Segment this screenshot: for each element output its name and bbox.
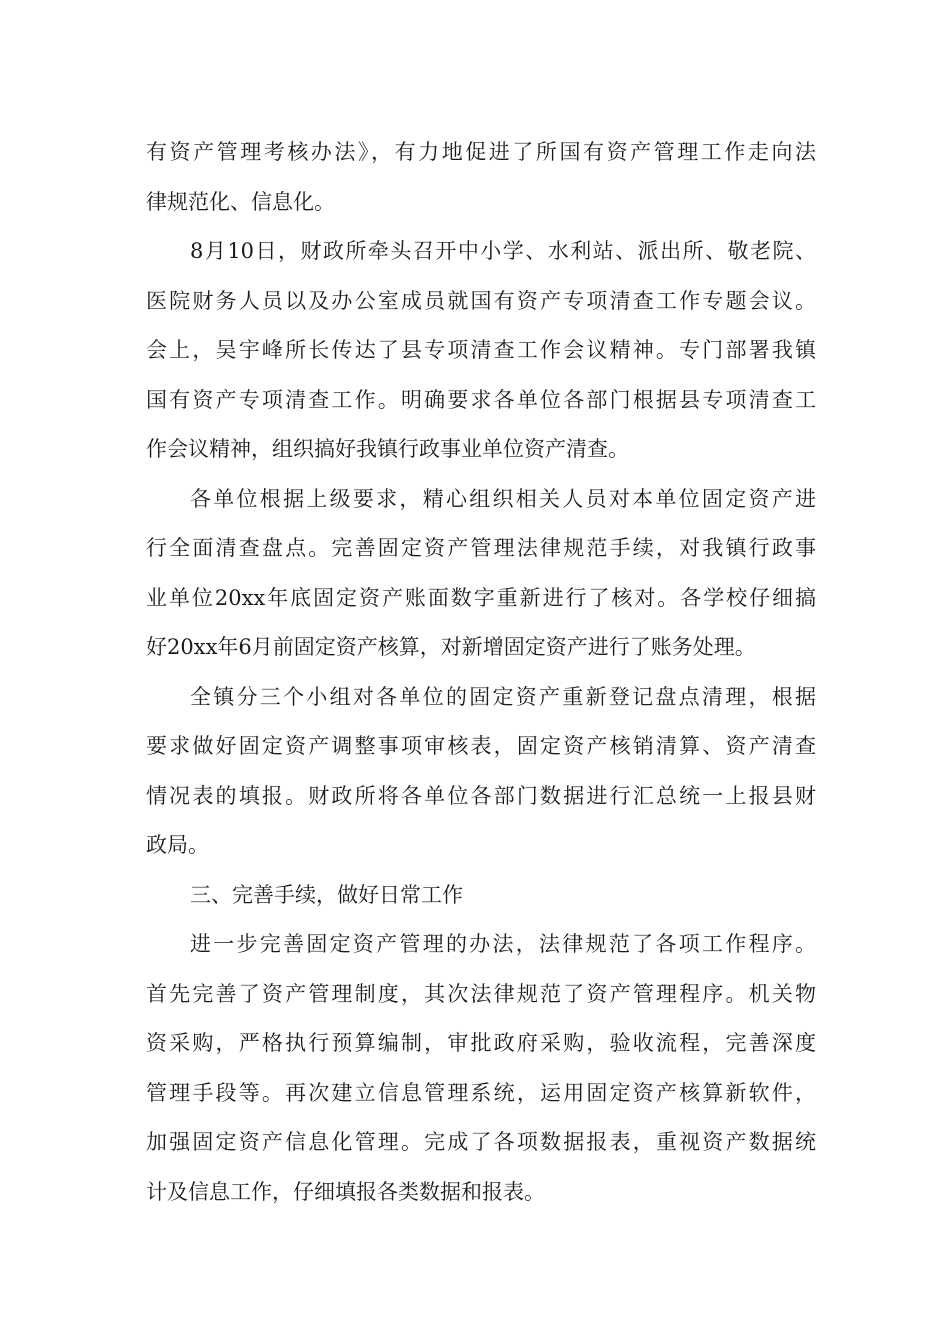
paragraph-groups — [146, 673, 816, 871]
text-line: 有资产管理考核办法》，有力地促进了所国有资产管理工作走向法 — [146, 140, 816, 164]
text-line: 行全面清查盘点。完善固定资产管理法律规范手续，对我镇行政事 — [146, 536, 816, 560]
text-line: 情况表的填报。财政所将各单位各部门数据进行汇总统一上报县财 — [146, 783, 816, 808]
paragraph-meeting — [146, 227, 816, 475]
text-line: 首先完善了资产管理制度，其次法律规范了资产管理程序。机关物 — [146, 981, 816, 1006]
text-line: 进一步完善固定资产管理的办法，法律规范了各项工作程序。 — [190, 932, 816, 956]
text-line: 业单位20xx年底固定资产账面数字重新进行了核对。各学校仔细搞 — [146, 585, 816, 610]
section-heading-three — [146, 871, 816, 921]
text-line: 好20xx年6月前固定资产核算，对新增固定资产进行了账务处理。 — [146, 635, 756, 659]
text-line: 资采购，严格执行预算编制，审批政府采购，验收流程，完善深度 — [146, 1031, 816, 1055]
text-line: 8月10日，财政所牵头召开中小学、水利站、派出所、敬老院、 — [190, 239, 816, 263]
text-line: 国有资产专项清查工作。明确要求各单位各部门根据县专项清查工 — [146, 387, 816, 412]
text-line: 加强固定资产信息化管理。完成了各项数据报表，重视资产数据统 — [146, 1130, 816, 1154]
text-line: 作会议精神，组织搞好我镇行政事业单位资产清查。 — [146, 437, 629, 461]
text-line: 全镇分三个小组对各单位的固定资产重新登记盘点清理，根据 — [190, 684, 816, 709]
document-body — [146, 128, 816, 1217]
text-line: 律规范化、信息化。 — [146, 189, 335, 214]
text-line: 计及信息工作，仔细填报各类数据和报表。 — [146, 1179, 545, 1204]
text-line: 要求做好固定资产调整事项审核表，固定资产核销清算、资产清查 — [146, 734, 816, 758]
text-line: 政局。 — [146, 833, 209, 857]
text-line: 会上，吴宇峰所长传达了县专项清查工作会议精神。专门部署我镇 — [146, 338, 816, 362]
section-heading: 三、完善手续，做好日常工作 — [190, 882, 463, 907]
text-line: 医院财务人员以及办公室成员就国有资产专项清查工作专题会议。 — [146, 288, 816, 313]
paragraph-procedures — [146, 920, 816, 1217]
text-line: 各单位根据上级要求，精心组织相关人员对本单位固定资产进 — [190, 486, 816, 511]
paragraph-inventory — [146, 475, 816, 673]
paragraph-continuation — [146, 128, 816, 227]
text-line: 管理手段等。再次建立信息管理系统，运用固定资产核算新软件， — [146, 1080, 816, 1105]
